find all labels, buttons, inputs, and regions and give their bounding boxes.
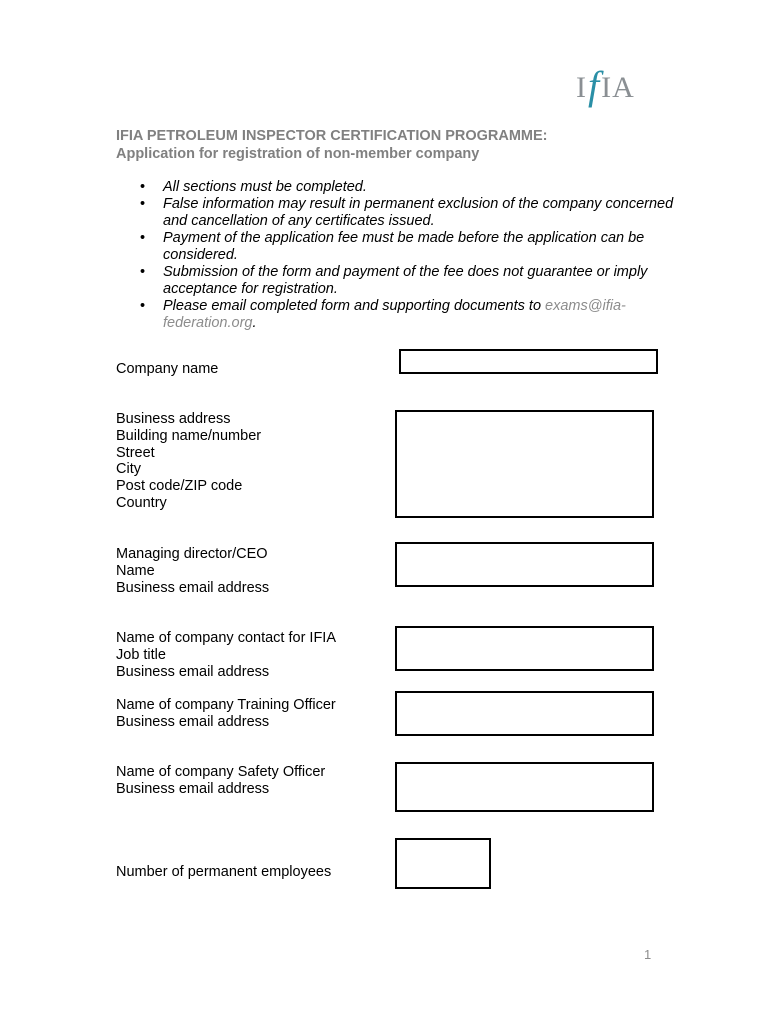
company-contact-field[interactable] xyxy=(395,626,654,671)
training-officer-label: Name of company Training Officer Business email address xyxy=(116,697,336,730)
email-link[interactable]: exams@ifia-federation.org xyxy=(163,298,626,331)
instruction-item: • Submission of the form and payment of the fee does not guarantee or imply acceptance for registration. xyxy=(116,264,676,298)
company-contact-label: Name of company contact for IFIA Job title Business email address xyxy=(116,630,337,680)
training-officer-field[interactable] xyxy=(395,691,654,736)
employees-label: Number of permanent employees xyxy=(116,864,332,880)
business-address-field[interactable] xyxy=(395,410,654,518)
instruction-item: • Please email completed form and supporting documents to exams@ifia-federation.org. xyxy=(116,298,676,332)
ifia-logo xyxy=(574,46,654,110)
logo-wordmark: IfIA xyxy=(576,63,635,108)
company-name-field[interactable] xyxy=(399,349,658,374)
instruction-item: • All sections must be completed. xyxy=(116,179,676,196)
business-address-label: Business address Building name/number Street City Post code/ZIP code Country xyxy=(116,411,262,511)
instruction-item: • Payment of the application fee must be made before the application can be considered. xyxy=(116,230,676,264)
employees-field[interactable] xyxy=(395,838,491,889)
safety-officer-label: Name of company Safety Officer Business email address xyxy=(116,764,326,797)
instructions-list xyxy=(116,179,676,332)
page-number: 1 xyxy=(644,947,652,962)
managing-director-label: Managing director/CEO Name Business email address xyxy=(116,546,270,596)
instruction-item: • False information may result in permanent exclusion of the company concerned and cancellation of any certificates issued. xyxy=(116,196,676,230)
safety-officer-field[interactable] xyxy=(395,762,654,812)
managing-director-field[interactable] xyxy=(395,542,654,587)
company-name-label: Company name xyxy=(116,361,219,377)
document-title: IFIA PETROLEUM INSPECTOR CERTIFICATION PROGRAMME: xyxy=(116,128,548,144)
document-subtitle: Application for registration of non-member company xyxy=(116,146,480,162)
